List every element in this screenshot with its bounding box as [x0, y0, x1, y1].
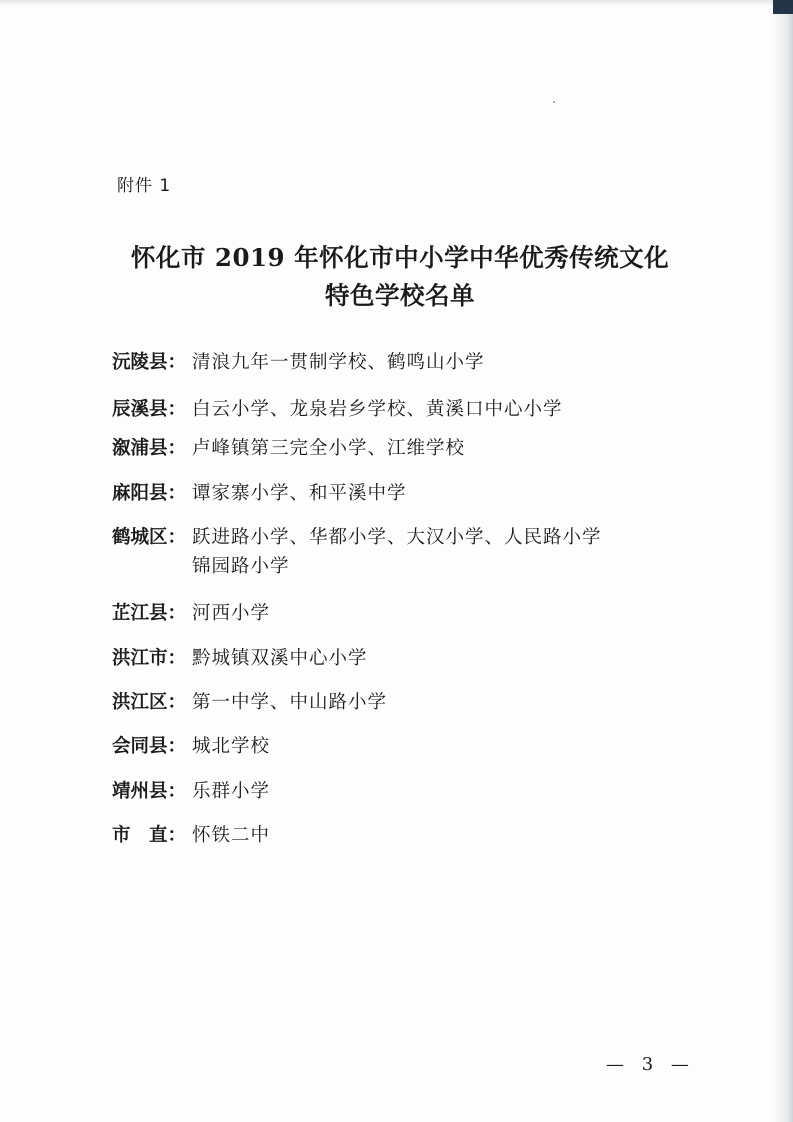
list-entry-xupu: [112, 436, 672, 461]
list-entry-chenxi: [112, 397, 672, 422]
list-entry-huitong: [112, 734, 672, 759]
county-label: 溆浦县：: [112, 438, 187, 459]
page-number: — 3 —: [606, 1054, 695, 1075]
school-names: 怀铁二中: [192, 825, 271, 846]
school-names: 第一中学、中山路小学: [192, 692, 388, 713]
county-label: 鹤城区：: [112, 527, 187, 548]
list-entry-zhijiang: [112, 601, 672, 626]
school-names: 卢峰镇第三完全小学、江维学校: [192, 438, 466, 459]
list-entry-hecheng: [112, 525, 672, 579]
scan-corner-mark: [773, 0, 793, 14]
list-entry-mayang: [112, 481, 672, 506]
school-names: 谭家寨小学、和平溪中学: [192, 483, 407, 504]
list-entry-jingzhou: [112, 779, 672, 804]
school-list: [112, 350, 672, 848]
county-label: 麻阳县：: [112, 483, 187, 504]
school-names: 城北学校: [192, 736, 271, 757]
school-names: [192, 525, 672, 579]
county-label: 洪江区：: [112, 692, 187, 713]
attachment-label: 附件 1: [117, 176, 172, 196]
list-entry-city-direct: [112, 823, 672, 848]
list-entry-hongjiang-city: [112, 646, 672, 671]
school-names: 河西小学: [192, 603, 271, 624]
county-label: 市 直：: [112, 825, 187, 846]
county-label: 沅陵县：: [112, 352, 187, 373]
school-names: 乐群小学: [192, 781, 271, 802]
scan-edge-top: [0, 0, 793, 6]
school-names: 白云小学、龙泉岩乡学校、黄溪口中心小学: [192, 399, 563, 420]
school-names: 清浪九年一贯制学校、鹤鸣山小学: [192, 352, 485, 373]
document-title-line-2: 特色学校名单: [325, 281, 475, 310]
scan-edge-right: [771, 0, 793, 1122]
county-label: 洪江市：: [112, 648, 187, 669]
scan-speck: [553, 101, 555, 103]
county-label: 芷江县：: [112, 603, 187, 624]
school-names-line-1: 跃进路小学、华都小学、大汉小学、人民路小学: [192, 527, 602, 548]
list-entry-hongjiang-district: [112, 690, 672, 715]
county-label: 靖州县：: [112, 781, 187, 802]
school-names-line-2: 锦园路小学: [192, 556, 290, 577]
school-names: 黔城镇双溪中心小学: [192, 648, 368, 669]
document-title-line-1: 怀化市 2019 年怀化市中小学中华优秀传统文化: [130, 243, 670, 272]
list-entry-yuanling: [112, 350, 672, 375]
county-label: 辰溪县：: [112, 399, 187, 420]
county-label: 会同县：: [112, 736, 187, 757]
